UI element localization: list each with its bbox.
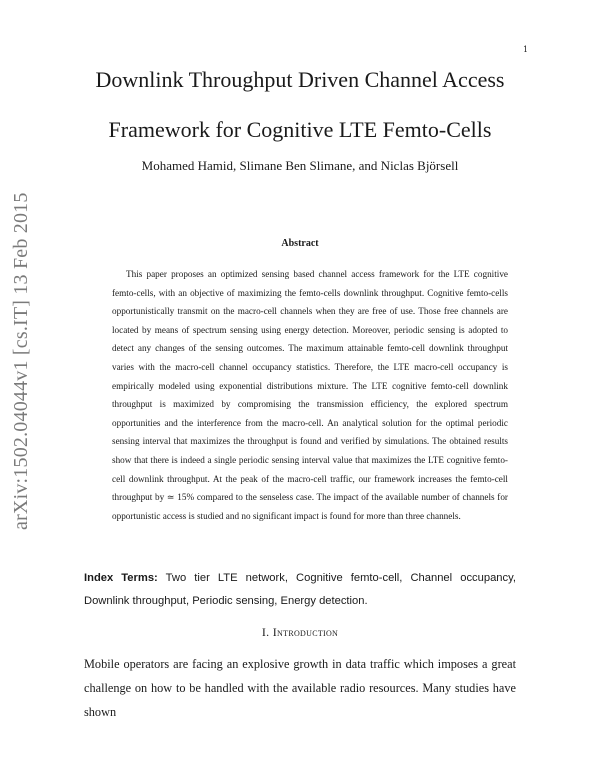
paper-title-line-1: Downlink Throughput Driven Channel Access <box>95 67 505 92</box>
index-terms-list: Two tier LTE network, Cognitive femto-cell, Channel occupancy, Downlink throughput, Periodic sensing, Energy detection. <box>84 572 516 607</box>
page-number: 1 <box>523 45 529 54</box>
introduction-paragraph: Mobile operators are facing an explosive growth in data traffic which imposes a great challenge on how to be handled with the available radio resources. Many studies have shown <box>84 657 516 719</box>
paper-title-line-2: Framework for Cognitive LTE Femto-Cells <box>108 117 492 142</box>
section-heading-introduction <box>0 625 600 640</box>
index-terms-label: Index Terms: <box>84 572 158 584</box>
abstract-heading: Abstract <box>281 238 319 249</box>
index-terms <box>84 567 516 613</box>
abstract-body: This paper proposes an optimized sensing based channel access framework for the LTE cognitive femto-cells, with an objective of maximizing the femto-cells downlink throughput. Cognitive femto-cells opportunistically transmit on the macro-cell channels when they are free of use. Those free channels are located by means of spectrum sensing using energy detection. Moreover, periodic sensing is adopted to detect any changes of the sensing outcomes. The maximum attainable femto-cell downlink throughput varies with the macro-cell channel occupancy statistics. Therefore, the LTE macro-cell occupancy is empirically modeled using exponential distributions mixture. The LTE cognitive femto-cell downlink throughput is maximized by compromising the transmission efficiency, the explored spectrum opportunities and the interference from the macro-cell. An analytical solution for the optimal periodic sensing interval that maximizes the throughput is found and verified by simulations. The obtained results show that there is indeed a single periodic sensing interval value that maximizes the LTE cognitive femto-cell downlink throughput. At the peak of the macro-cell traffic, our framework increases the femto-cell throughput by ≃ 15% compared to the senseless case. The impact of the available number of channels for opportunistic access is studied and no significant impact is found for more than three channels. <box>112 269 508 521</box>
section-number: I. <box>261 625 270 639</box>
section-title: Introduction <box>272 625 339 639</box>
author-list: Mohamed Hamid, Slimane Ben Slimane, and Niclas Björsell <box>141 158 459 173</box>
arxiv-identifier-stamp: arXiv:1502.04044v1 [cs.IT] 13 Feb 2015 <box>10 192 32 530</box>
paper-title <box>60 55 540 155</box>
